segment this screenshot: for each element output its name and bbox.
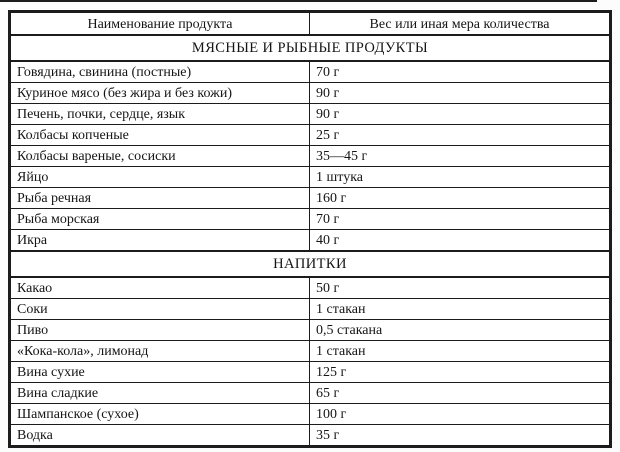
quantity-cell: 1 стакан (310, 299, 611, 320)
product-name-cell: Рыба морская (10, 209, 310, 230)
table-row (10, 425, 611, 447)
quantity-cell: 90 г (310, 104, 611, 125)
quantity-cell: 65 г (310, 383, 611, 404)
table-row (10, 61, 611, 83)
table-row (10, 383, 611, 404)
quantity-cell: 50 г (310, 277, 611, 299)
table-row (10, 167, 611, 188)
quantity-cell: 100 г (310, 404, 611, 425)
product-name-cell: Говядина, свинина (постные) (10, 61, 310, 83)
quantity-cell: 1 стакан (310, 341, 611, 362)
quantity-cell: 160 г (310, 188, 611, 209)
quantity-cell: 70 г (310, 61, 611, 83)
quantity-cell: 0,5 стакана (310, 320, 611, 341)
table-row (10, 341, 611, 362)
section-title: МЯСНЫЕ И РЫБНЫЕ ПРОДУКТЫ (10, 35, 611, 61)
product-quantity-table (8, 10, 612, 448)
product-name-cell: Вина сухие (10, 362, 310, 383)
column-header-product-name: Наименование продукта (10, 12, 310, 36)
table-row (10, 104, 611, 125)
quantity-cell: 25 г (310, 125, 611, 146)
quantity-cell: 90 г (310, 83, 611, 104)
quantity-cell: 35 г (310, 425, 611, 447)
table-row (10, 277, 611, 299)
table-row (10, 83, 611, 104)
table-row (10, 299, 611, 320)
product-name-cell: Куриное мясо (без жира и без кожи) (10, 83, 310, 104)
section-header-row (10, 251, 611, 277)
table-row (10, 188, 611, 209)
table-row (10, 125, 611, 146)
product-name-cell: «Кока-кола», лимонад (10, 341, 310, 362)
table-row (10, 209, 611, 230)
product-name-cell: Какао (10, 277, 310, 299)
product-name-cell: Соки (10, 299, 310, 320)
product-name-cell: Колбасы копченые (10, 125, 310, 146)
product-name-cell: Вина сладкие (10, 383, 310, 404)
quantity-cell: 35—45 г (310, 146, 611, 167)
quantity-cell: 70 г (310, 209, 611, 230)
table-row (10, 404, 611, 425)
product-name-cell: Яйцо (10, 167, 310, 188)
column-header-quantity: Вес или иная мера количества (310, 12, 611, 36)
product-name-cell: Рыба речная (10, 188, 310, 209)
quantity-cell: 40 г (310, 230, 611, 252)
table-row (10, 230, 611, 252)
product-name-cell: Шампанское (сухое) (10, 404, 310, 425)
top-page-rule (0, 0, 597, 2)
product-name-cell: Печень, почки, сердце, язык (10, 104, 310, 125)
product-name-cell: Колбасы вареные, сосиски (10, 146, 310, 167)
table-row (10, 320, 611, 341)
product-name-cell: Водка (10, 425, 310, 447)
section-title: НАПИТКИ (10, 251, 611, 277)
table-body (10, 35, 611, 447)
product-table-wrap (8, 10, 612, 448)
table-header-row (10, 12, 611, 36)
product-name-cell: Икра (10, 230, 310, 252)
section-header-row (10, 35, 611, 61)
table-row (10, 146, 611, 167)
table-row (10, 362, 611, 383)
quantity-cell: 125 г (310, 362, 611, 383)
product-name-cell: Пиво (10, 320, 310, 341)
quantity-cell: 1 штука (310, 167, 611, 188)
